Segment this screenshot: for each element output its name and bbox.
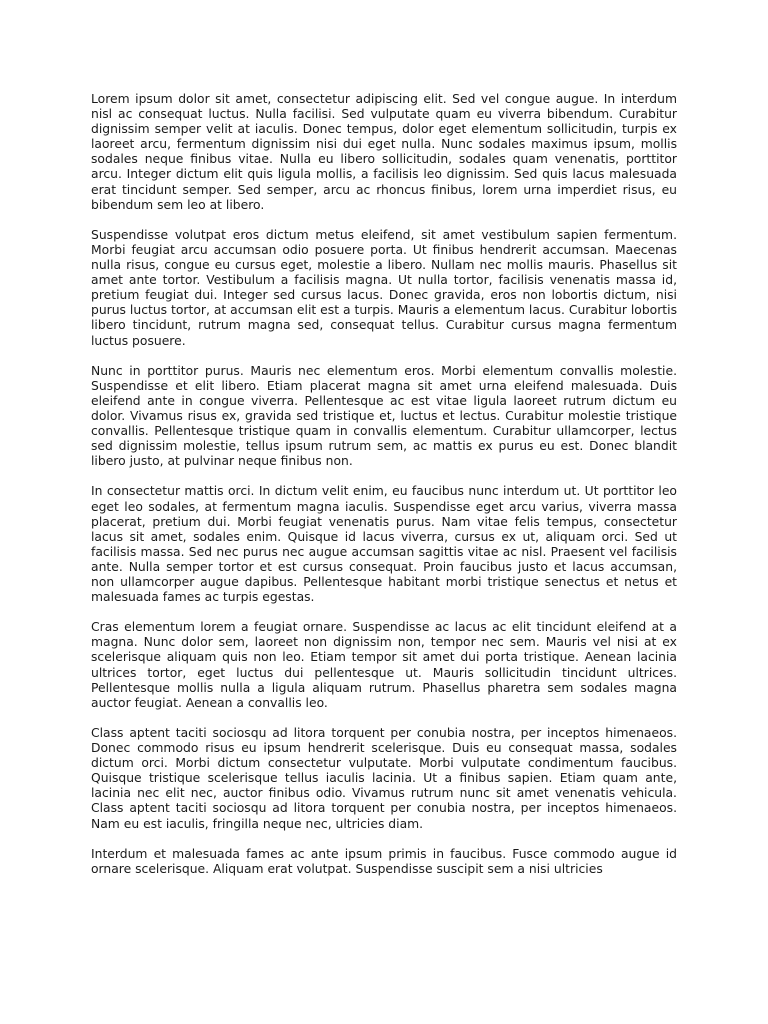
paragraph-1: Lorem ipsum dolor sit amet, consectetur adipiscing elit. Sed vel congue augue. In interdum nisl ac consequat luctus. Nulla facilisi. Sed vulputate quam eu viverra bibendum. Curabitur dignissim semper velit at iaculis. Donec tempus, dolor eget elementum sollicitudin, turpis ex laoreet arcu, fermentum dignissim nisi dui eget nulla. Nunc sodales maximus ipsum, mollis sodales neque finibus vitae. Nulla eu libero sollicitudin, sodales quam venenatis, porttitor arcu. Integer dictum elit quis ligula mollis, a facilisis leo dignissim. Sed quis lacus malesuada erat tincidunt semper. Sed semper, arcu ac rhoncus finibus, lorem urna imperdiet risus, eu bibendum sem leo at libero. bbox=[91, 92, 677, 212]
document-body bbox=[91, 92, 677, 877]
paragraph-3: Nunc in porttitor purus. Mauris nec elementum eros. Morbi elementum convallis molestie. Suspendisse et elit libero. Etiam placerat magna sit amet urna eleifend malesuada. Duis eleifend ante in congue viverra. Pellentesque ac est vitae ligula laoreet rutrum dictum eu dolor. Vivamus risus ex, gravida sed tristique et, luctus et lectus. Curabitur molestie tristique convallis. Pellentesque tristique quam in convallis elementum. Curabitur ullamcorper, lectus sed dignissim molestie, tellus ipsum rutrum sem, ac mattis ex purus eu est. Donec blandit libero justo, at pulvinar neque finibus non. bbox=[91, 363, 677, 469]
paragraph-4: In consectetur mattis orci. In dictum velit enim, eu faucibus nunc interdum ut. Ut porttitor leo eget leo sodales, at fermentum magna iaculis. Suspendisse eget arcu varius, viverra massa placerat, pretium dui. Morbi feugiat venenatis purus. Nam vitae felis tempus, consectetur lacus sit amet, sodales enim. Quisque id lacus viverra, cursus ex ut, aliquam orci. Sed ut facilisis massa. Sed nec purus nec augue accumsan sagittis vitae ac nisl. Praesent vel facilisis ante. Nulla semper tortor et est cursus consequat. Proin faucibus justo et lacus accumsan, non ullamcorper augue dapibus. Pellentesque habitant morbi tristique senectus et netus et malesuada fames ac turpis egestas. bbox=[91, 484, 677, 605]
paragraph-2: Suspendisse volutpat eros dictum metus eleifend, sit amet vestibulum sapien fermentum. Morbi feugiat arcu accumsan odio posuere porta. Ut finibus hendrerit accumsan. Maecenas nulla risus, congue eu cursus eget, molestie a libero. Nullam nec mollis mauris. Phasellus sit amet ante tortor. Vestibulum a facilisis magna. Ut nulla tortor, facilisis venenatis massa id, pretium feugiat dui. Integer sed cursus lacus. Donec gravida, eros non lobortis dictum, nisi purus luctus tortor, at accumsan elit est a turpis. Mauris a elementum lacus. Curabitur lobortis libero tincidunt, rutrum magna sed, consequat tellus. Curabitur cursus magna fermentum luctus posuere. bbox=[91, 227, 677, 348]
paragraph-6: Class aptent taciti sociosqu ad litora torquent per conubia nostra, per inceptos himenaeos. Donec commodo risus eu ipsum hendrerit scelerisque. Duis eu consequat massa, sodales dictum orci. Morbi dictum consectetur vulputate. Morbi vulputate condimentum faucibus. Quisque tristique scelerisque tellus iaculis lacinia. Ut a finibus sapien. Etiam quam ante, lacinia nec elit nec, auctor finibus odio. Vivamus rutrum nunc sit amet venenatis vehicula. Class aptent taciti sociosqu ad litora torquent per conubia nostra, per inceptos himenaeos. Nam eu est iaculis, fringilla neque nec, ultricies diam. bbox=[91, 725, 677, 831]
paragraph-5: Cras elementum lorem a feugiat ornare. Suspendisse ac lacus ac elit tincidunt eleifend at a magna. Nunc dolor sem, laoreet non dignissim non, tempor nec sem. Mauris vel nisi at ex scelerisque aliquam quis non leo. Etiam tempor sit amet dui porta tristique. Aenean lacinia ultrices tortor, eget luctus dui pellentesque ut. Mauris sollicitudin tincidunt ultrices. Pellentesque mollis nulla a ligula aliquam rutrum. Phasellus pharetra sem sodales magna auctor feugiat. Aenean a convallis leo. bbox=[91, 620, 677, 710]
paragraph-7-partial: Interdum et malesuada fames ac ante ipsum primis in faucibus. Fusce commodo augue id ornare scelerisque. Aliquam erat volutpat. Suspendisse suscipit sem a nisi ultricies bbox=[91, 846, 677, 876]
